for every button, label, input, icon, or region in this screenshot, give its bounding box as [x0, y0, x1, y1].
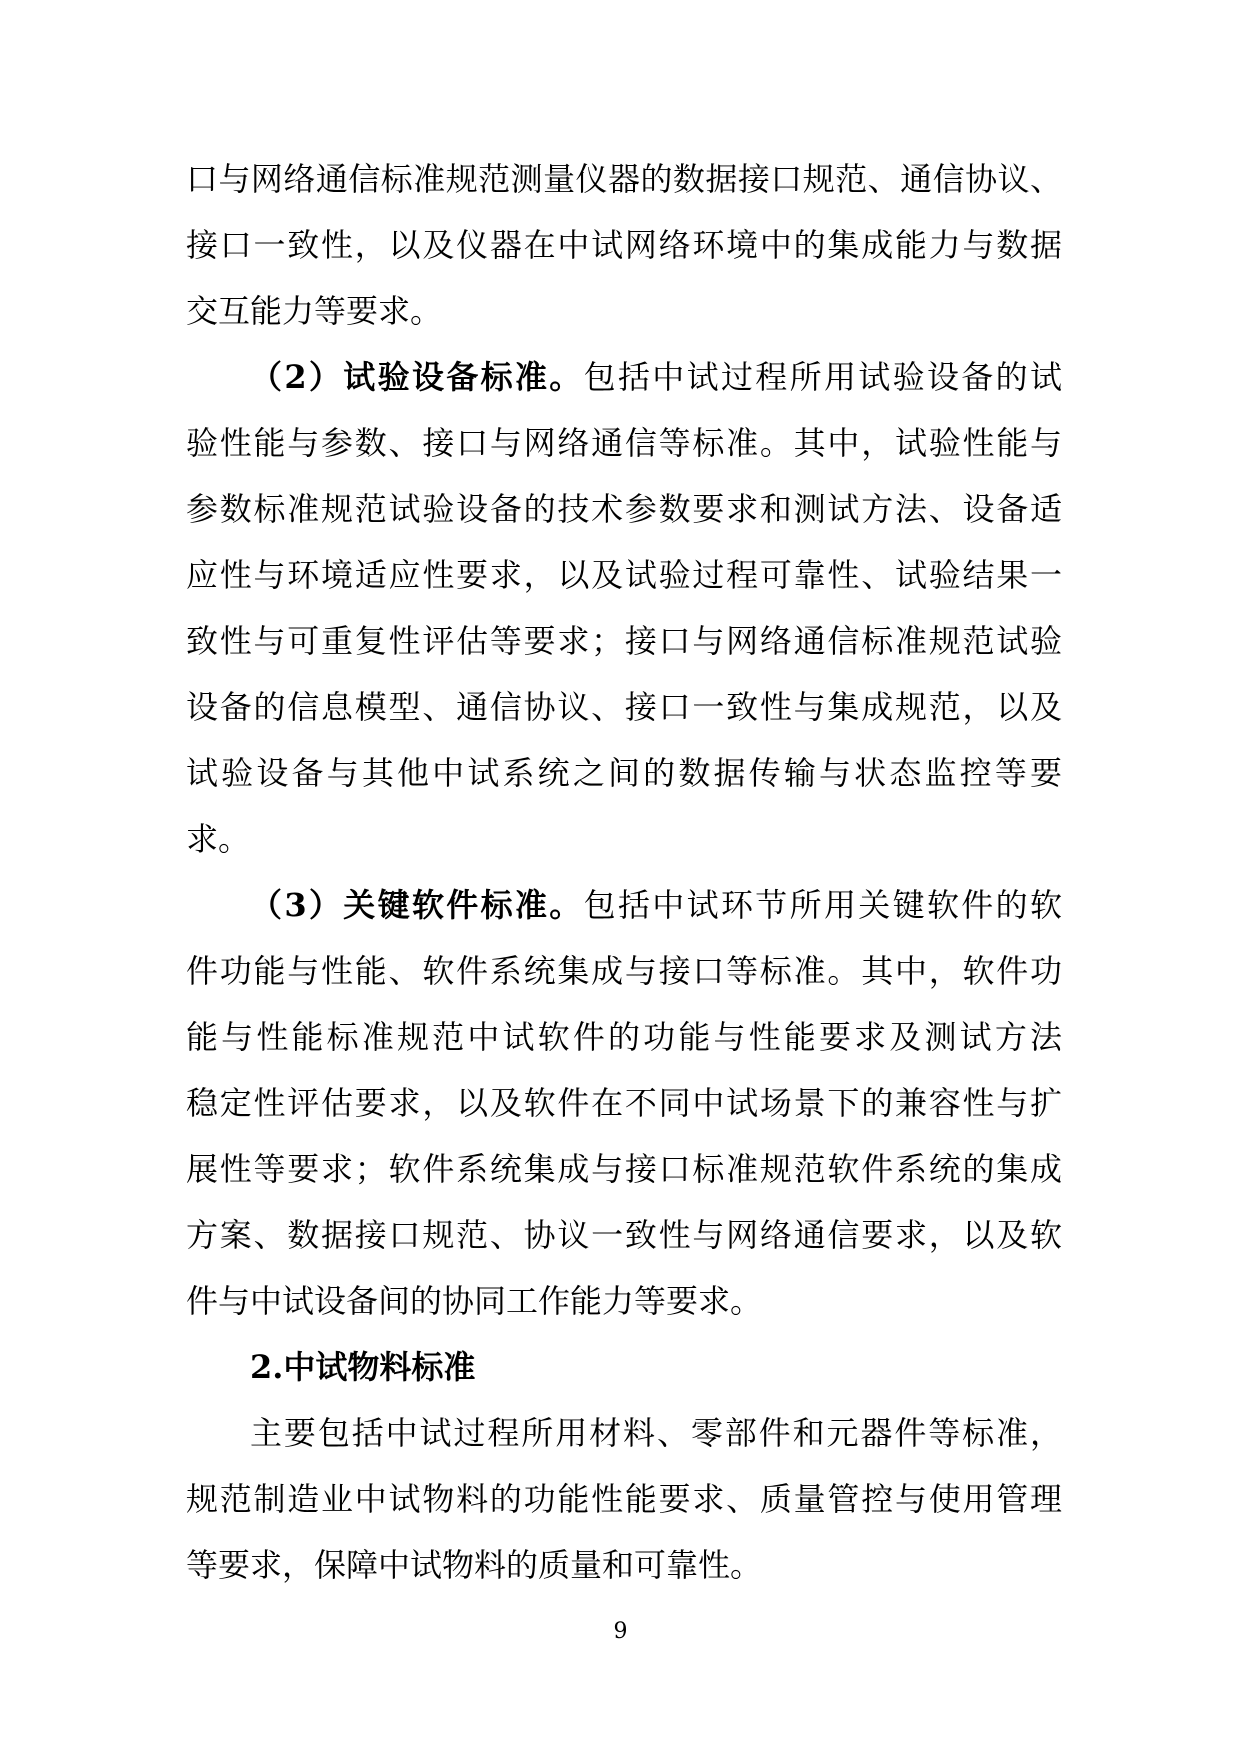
body-text: [186, 146, 1062, 1598]
text-line: [186, 344, 1062, 410]
text-line: 件与中试设备间的协同工作能力等要求。: [186, 1282, 763, 1320]
text-line: 试验设备与其他中试系统之间的数据传输与状态监控等要: [186, 754, 1062, 792]
text-line: 设备的信息模型、通信协议、接口一致性与集成规范，以及: [186, 688, 1062, 726]
text-line: 口与网络通信标准规范测量仪器的数据接口规范、通信协议、: [186, 160, 1062, 198]
bold-run: （3）关键软件标准。: [250, 886, 584, 924]
heading-line: 2.中试物料标准: [250, 1348, 476, 1386]
text-line: 规范制造业中试物料的功能性能要求、质量管控与使用管理: [186, 1480, 1062, 1518]
text-line: 验性能与参数、接口与网络通信等标准。其中，试验性能与: [186, 424, 1062, 462]
text-line: 应性与环境适应性要求，以及试验过程可靠性、试验结果一: [186, 556, 1062, 594]
text-line: 件功能与性能、软件系统集成与接口等标准。其中，软件功: [186, 952, 1062, 990]
text-line: 参数标准规范试验设备的技术参数要求和测试方法、设备适: [186, 490, 1062, 528]
bold-run: （2）试验设备标准。: [250, 358, 584, 396]
text-line: 方案、数据接口规范、协议一致性与网络通信要求，以及软: [186, 1216, 1062, 1254]
text-line: 等要求，保障中试物料的质量和可靠性。: [186, 1546, 763, 1584]
page-number: 9: [613, 1619, 628, 1644]
text-line: 接口一致性，以及仪器在中试网络环境中的集成能力与数据: [186, 226, 1062, 264]
text-line: 致性与可重复性评估等要求；接口与网络通信标准规范试验: [186, 622, 1062, 660]
text-line: 主要包括中试过程所用材料、零部件和元器件等标准，: [250, 1414, 1062, 1452]
text-line: 展性等要求；软件系统集成与接口标准规范软件系统的集成: [186, 1150, 1062, 1188]
text-line: 求。: [186, 820, 251, 858]
text-run: 包括中试环节所用关键软件的软: [583, 886, 1062, 924]
text-line: 稳定性评估要求，以及软件在不同中试场景下的兼容性与扩: [186, 1084, 1062, 1122]
text-line: 交互能力等要求。: [186, 292, 443, 330]
text-run: 包括中试过程所用试验设备的试: [583, 358, 1062, 396]
text-line: 能与性能标准规范中试软件的功能与性能要求及测试方法: [186, 1018, 1062, 1056]
text-line: [186, 872, 1062, 938]
